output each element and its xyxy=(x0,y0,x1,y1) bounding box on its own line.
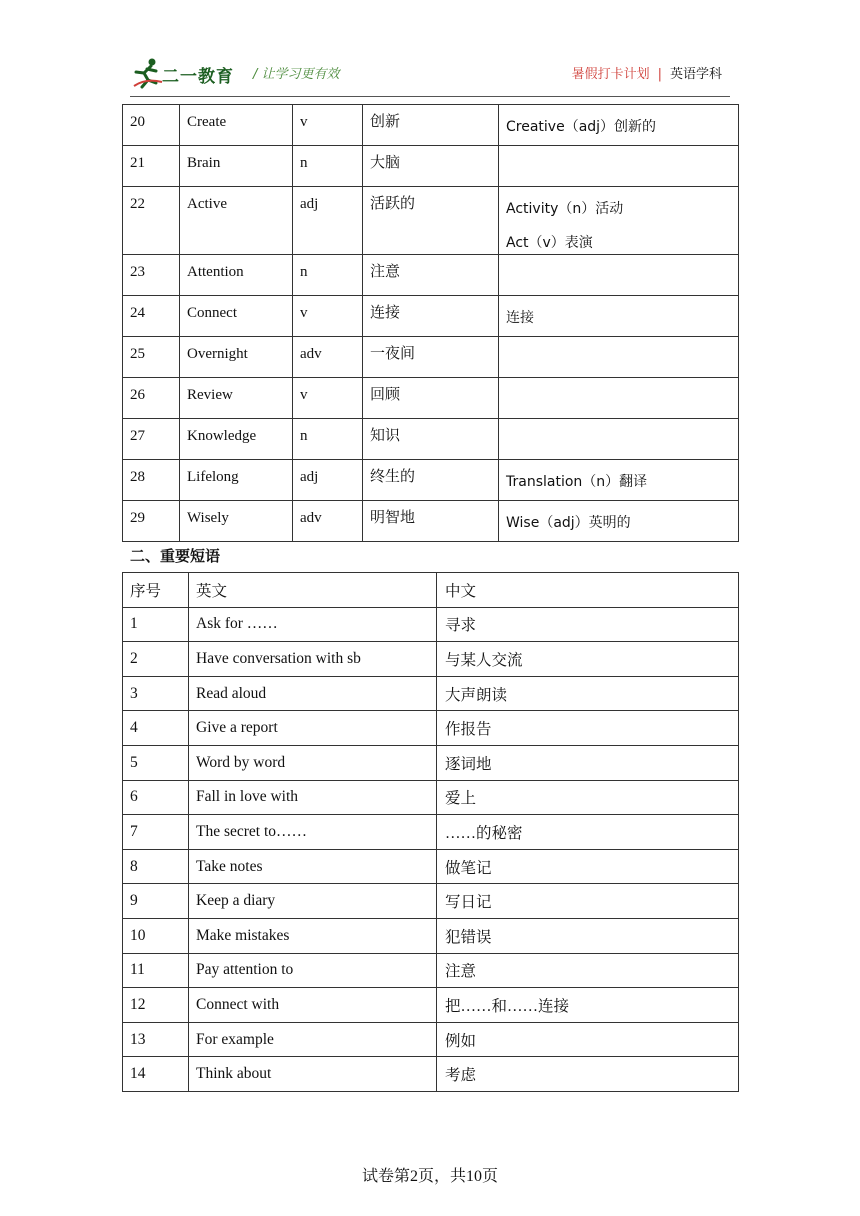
phrase-zh: 写日记 xyxy=(437,884,739,919)
vocab-note-line2: Act（v）表演 xyxy=(506,235,593,251)
phrase-zh: 寻求 xyxy=(437,607,739,642)
vocab-meaning-text: 一夜间 xyxy=(370,346,416,362)
vocab-word-text: Lifelong xyxy=(187,469,239,485)
vocab-pos xyxy=(293,255,363,296)
phrase-zh: 逐词地 xyxy=(437,745,739,780)
vocab-word xyxy=(180,460,293,501)
phrase-en: Give a report xyxy=(189,711,437,746)
vocab-row xyxy=(123,187,739,255)
phrase-no: 12 xyxy=(123,988,189,1023)
phrase-row xyxy=(123,711,739,746)
vocab-meaning xyxy=(363,187,499,255)
vocab-pos-text: adv xyxy=(300,346,322,362)
vocab-pos-text: v xyxy=(300,305,308,321)
vocab-meaning xyxy=(363,255,499,296)
phrase-no: 10 xyxy=(123,918,189,953)
page-footer: 试卷第2页，共10页 xyxy=(361,1168,498,1185)
phrase-no: 2 xyxy=(123,642,189,677)
vocab-no-text: 20 xyxy=(130,114,145,130)
phrase-zh: 与某人交流 xyxy=(437,642,739,677)
vocab-pos-text: n xyxy=(300,155,308,171)
vocab-meaning-text: 终生的 xyxy=(370,469,416,485)
vocab-word xyxy=(180,501,293,542)
vocab-pos-text: v xyxy=(300,114,308,130)
vocab-note-line1: Creative（adj）创新的 xyxy=(506,119,657,135)
vocab-note xyxy=(499,255,739,296)
vocab-no-text: 22 xyxy=(130,196,145,212)
vocab-note xyxy=(499,146,739,187)
vocab-note-text xyxy=(499,337,738,350)
vocab-word xyxy=(180,378,293,419)
vocab-meaning xyxy=(363,146,499,187)
vocab-meaning-text: 知识 xyxy=(370,428,401,444)
phrase-zh: 犯错误 xyxy=(437,918,739,953)
vocab-pos xyxy=(293,105,363,146)
vocab-meaning xyxy=(363,105,499,146)
phrase-en: Word by word xyxy=(189,745,437,780)
vocab-note xyxy=(499,419,739,460)
vocab-meaning-text: 明智地 xyxy=(370,510,416,526)
vocab-no-text: 24 xyxy=(130,305,145,321)
phrase-no: 6 xyxy=(123,780,189,815)
phrase-zh: 例如 xyxy=(437,1022,739,1057)
vocab-no xyxy=(123,296,180,337)
vocab-note-text xyxy=(499,419,738,432)
phrase-en: Think about xyxy=(189,1057,437,1092)
vocab-note-line1: Wise（adj）英明的 xyxy=(506,515,631,531)
subject-label: 英语学科 xyxy=(669,67,722,82)
phrase-en: Keep a diary xyxy=(189,884,437,919)
vocab-row xyxy=(123,337,739,378)
vocab-note xyxy=(499,296,739,337)
header-divider xyxy=(130,96,730,97)
vocab-pos xyxy=(293,146,363,187)
vocab-note-text xyxy=(499,460,738,491)
vocab-word-text: Connect xyxy=(187,305,237,321)
vocab-pos xyxy=(293,296,363,337)
phrase-no: 9 xyxy=(123,884,189,919)
vocab-note xyxy=(499,105,739,146)
vocab-meaning-text: 大脑 xyxy=(370,155,401,171)
vocab-note xyxy=(499,337,739,378)
phrase-zh: 爱上 xyxy=(437,780,739,815)
vocab-no-text: 23 xyxy=(130,264,145,280)
vocab-note-line1: 连接 xyxy=(506,310,534,326)
vocab-meaning xyxy=(363,501,499,542)
phrase-no: 11 xyxy=(123,953,189,988)
phrase-zh: 注意 xyxy=(437,953,739,988)
vocab-no xyxy=(123,105,180,146)
vocab-meaning xyxy=(363,296,499,337)
vocab-word-text: Brain xyxy=(187,155,221,171)
vocab-pos xyxy=(293,501,363,542)
vocab-word-text: Overnight xyxy=(187,346,248,362)
vocab-word-text: Attention xyxy=(187,264,244,280)
vocab-meaning-text: 活跃的 xyxy=(370,196,416,212)
vocab-word xyxy=(180,419,293,460)
vocab-word-text: Knowledge xyxy=(187,428,257,444)
vocab-word-text: Wisely xyxy=(187,510,229,526)
vocab-row xyxy=(123,378,739,419)
phrase-zh: 做笔记 xyxy=(437,849,739,884)
phrase-en: Ask for …… xyxy=(189,607,437,642)
header-no: 序号 xyxy=(123,573,189,608)
vocab-meaning-text: 连接 xyxy=(370,305,401,321)
phrase-row xyxy=(123,1022,739,1057)
phrase-no: 5 xyxy=(123,745,189,780)
section-title: 二、重要短语 xyxy=(130,547,221,565)
vocab-row xyxy=(123,460,739,501)
vocab-pos xyxy=(293,378,363,419)
vocab-note xyxy=(499,378,739,419)
phrase-row xyxy=(123,607,739,642)
phrase-zh: 大声朗读 xyxy=(437,676,739,711)
vocab-no xyxy=(123,378,180,419)
phrases-table xyxy=(122,572,739,1092)
vocab-word xyxy=(180,296,293,337)
vocab-meaning-text: 创新 xyxy=(370,114,401,130)
vocab-row xyxy=(123,296,739,337)
phrase-no: 13 xyxy=(123,1022,189,1057)
phrase-row xyxy=(123,1057,739,1092)
vocab-pos xyxy=(293,460,363,501)
vocab-pos xyxy=(293,187,363,255)
header-en: 英文 xyxy=(189,573,437,608)
phrase-zh: ……的秘密 xyxy=(437,815,739,850)
vocab-note-text xyxy=(499,501,738,532)
phrase-en: Make mistakes xyxy=(189,918,437,953)
vocab-note-text xyxy=(499,146,738,159)
phrase-row xyxy=(123,745,739,780)
vocab-word-text: Review xyxy=(187,387,233,403)
phrase-row xyxy=(123,988,739,1023)
phrase-zh: 考虑 xyxy=(437,1057,739,1092)
vocab-no xyxy=(123,419,180,460)
vocab-no xyxy=(123,460,180,501)
vocab-pos-text: adj xyxy=(300,196,319,212)
vocab-note-text xyxy=(499,378,738,391)
phrase-en: Connect with xyxy=(189,988,437,1023)
vocab-note-text xyxy=(499,296,738,327)
vocab-word xyxy=(180,146,293,187)
vocab-note-line1: Activity（n）活动 xyxy=(506,201,624,217)
vocab-no-text: 28 xyxy=(130,469,145,485)
vocab-pos xyxy=(293,337,363,378)
slogan: / 让学习更有效 xyxy=(253,67,340,82)
vocab-pos-text: v xyxy=(300,387,308,403)
page-header xyxy=(130,54,730,96)
phrase-no: 3 xyxy=(123,676,189,711)
vocab-word xyxy=(180,337,293,378)
vocab-pos-text: n xyxy=(300,428,308,444)
phrase-row xyxy=(123,642,739,677)
phrase-no: 8 xyxy=(123,849,189,884)
phrase-row xyxy=(123,815,739,850)
vocab-no-text: 29 xyxy=(130,510,145,526)
vocab-row xyxy=(123,419,739,460)
runner-icon xyxy=(132,56,164,90)
vocab-row xyxy=(123,255,739,296)
vocab-pos-text: n xyxy=(300,264,308,280)
vocab-no xyxy=(123,501,180,542)
vocab-word xyxy=(180,105,293,146)
phrase-no: 4 xyxy=(123,711,189,746)
header-zh: 中文 xyxy=(437,573,739,608)
vocab-note xyxy=(499,460,739,501)
phrase-row xyxy=(123,849,739,884)
vocab-meaning xyxy=(363,378,499,419)
vocab-word xyxy=(180,255,293,296)
phrase-row xyxy=(123,953,739,988)
vocab-pos-text: adj xyxy=(300,469,319,485)
vocab-note-text xyxy=(499,105,738,136)
phrase-en: Have conversation with sb xyxy=(189,642,437,677)
phrase-en: For example xyxy=(189,1022,437,1057)
vocab-meaning xyxy=(363,337,499,378)
plan-label: 暑假打卡计划 xyxy=(571,67,650,82)
vocab-word xyxy=(180,187,293,255)
vocab-meaning xyxy=(363,419,499,460)
vocab-no-text: 26 xyxy=(130,387,145,403)
phrase-en: Take notes xyxy=(189,849,437,884)
phrase-no: 14 xyxy=(123,1057,189,1092)
vocab-no xyxy=(123,187,180,255)
logo-text: 二一教育 xyxy=(162,67,234,87)
phrase-en: Read aloud xyxy=(189,676,437,711)
vocab-meaning xyxy=(363,460,499,501)
vocab-no xyxy=(123,146,180,187)
vocab-note xyxy=(499,187,739,255)
phrase-en: Fall in love with xyxy=(189,780,437,815)
phrase-row xyxy=(123,918,739,953)
vocabulary-table xyxy=(122,104,739,542)
vocab-note-text xyxy=(499,187,738,252)
vocab-note xyxy=(499,501,739,542)
vocab-word-text: Create xyxy=(187,114,227,130)
vocab-no-text: 21 xyxy=(130,155,145,171)
vocab-no xyxy=(123,255,180,296)
vocab-no-text: 27 xyxy=(130,428,145,444)
vocab-pos xyxy=(293,419,363,460)
phrase-en: The secret to…… xyxy=(189,815,437,850)
header-separator: | xyxy=(657,67,662,82)
phrase-zh: 作报告 xyxy=(437,711,739,746)
phrase-no: 1 xyxy=(123,607,189,642)
phrase-row xyxy=(123,676,739,711)
vocab-no-text: 25 xyxy=(130,346,145,362)
vocab-word-text: Active xyxy=(187,196,227,212)
phrase-row xyxy=(123,884,739,919)
vocab-note-line1: Translation（n）翻译 xyxy=(506,474,648,490)
logo xyxy=(132,56,242,90)
vocab-note-text xyxy=(499,255,738,268)
vocab-meaning-text: 回顾 xyxy=(370,387,401,403)
phrase-no: 7 xyxy=(123,815,189,850)
phrase-row xyxy=(123,780,739,815)
phrase-zh: 把……和……连接 xyxy=(437,988,739,1023)
vocab-pos-text: adv xyxy=(300,510,322,526)
vocab-row xyxy=(123,146,739,187)
vocab-row xyxy=(123,105,739,146)
vocab-no xyxy=(123,337,180,378)
vocab-meaning-text: 注意 xyxy=(370,264,401,280)
phrases-header-row xyxy=(123,573,739,608)
header-right xyxy=(572,63,722,82)
phrase-en: Pay attention to xyxy=(189,953,437,988)
vocab-row xyxy=(123,501,739,542)
